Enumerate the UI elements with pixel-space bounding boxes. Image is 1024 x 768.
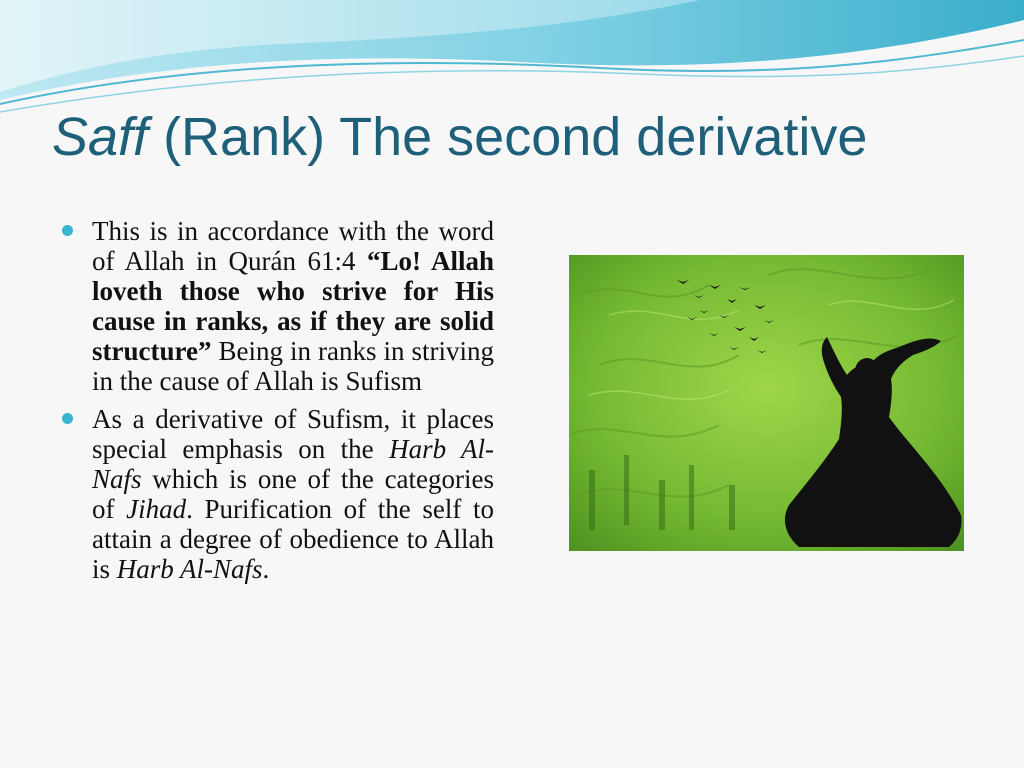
bullet-1-quote: “Lo! Allah loveth those who strive for His cause in ranks, as if they are solid structure” xyxy=(92,246,494,366)
dervish-image xyxy=(569,255,964,551)
bullet-2-term-1: Harb Al-Nafs xyxy=(92,434,494,494)
bullet-dot-icon xyxy=(62,413,73,424)
title-rest: (Rank) The second derivative xyxy=(148,107,868,167)
bullet-item-1 xyxy=(62,216,494,396)
bullet-2-text-c: . Purification of the self to attain a degree of obedience to Allah is xyxy=(92,494,495,584)
bullet-2-text-d: . xyxy=(262,554,270,584)
bullet-2-term-2: Jihad xyxy=(126,494,187,524)
bullet-2-text-a: As a derivative of Sufism, it places special emphasis on the xyxy=(92,404,494,464)
slide-title xyxy=(52,104,867,170)
header-wave-decoration xyxy=(0,0,1024,120)
bullet-1-text-b: Being in ranks in striving in the cause of Allah is Sufism xyxy=(92,336,494,396)
bullet-item-2 xyxy=(62,404,494,584)
title-italic: Saff xyxy=(52,107,149,167)
bullet-dot-icon xyxy=(62,225,73,236)
bullet-1-text-a: This is in accordance with the word of Allah in Qurán 61:4 xyxy=(92,216,494,276)
bullet-2-term-3: Harb Al-Nafs xyxy=(116,554,263,584)
bullet-list xyxy=(62,216,494,592)
bullet-2-text-b: which is one of the categories of xyxy=(92,464,494,524)
